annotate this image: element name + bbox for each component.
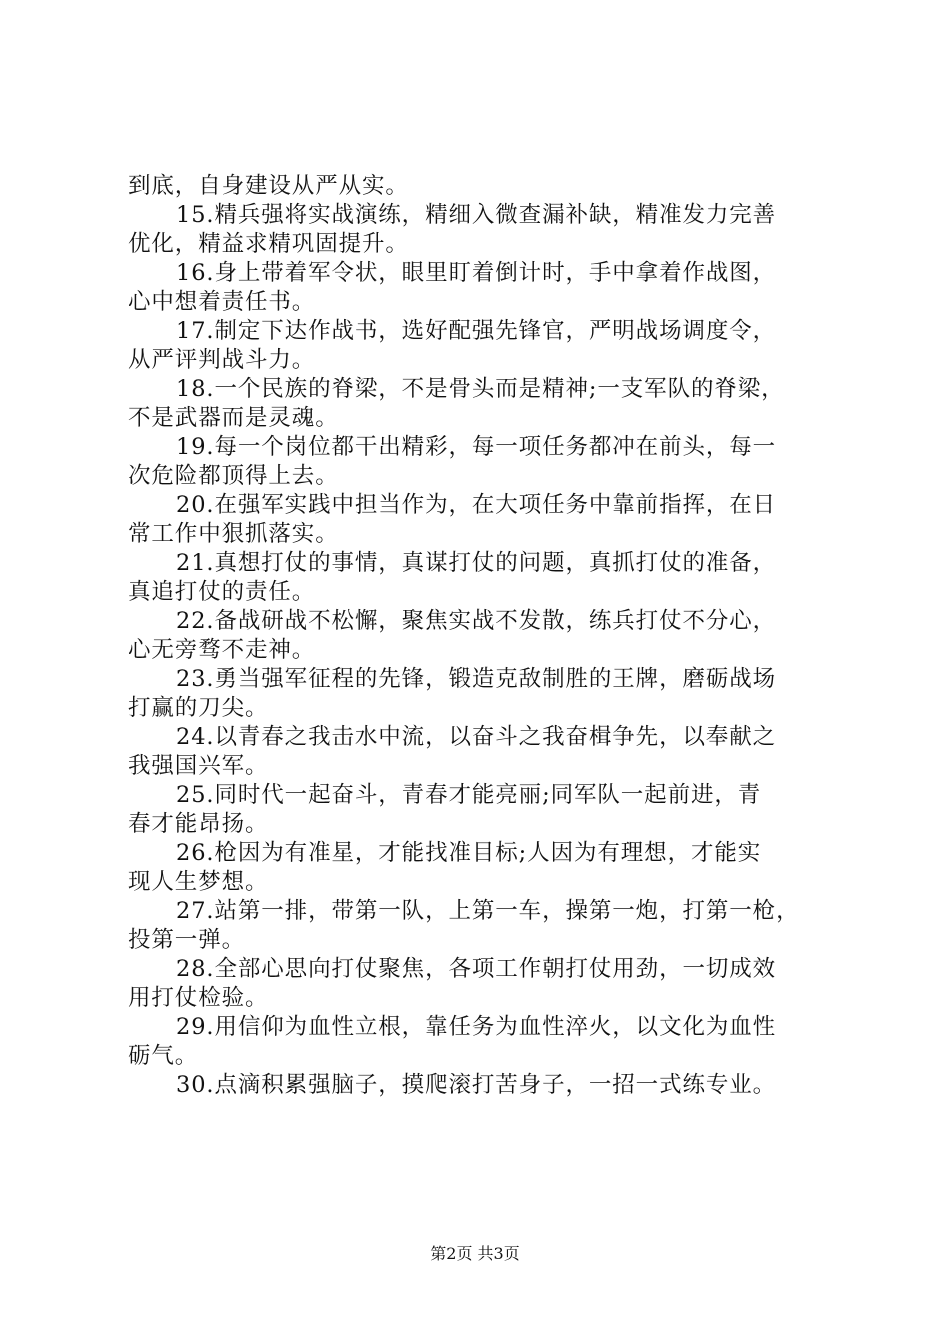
text-line: 17.制定下达作战书，选好配强先锋官，严明战场调度令， xyxy=(176,318,777,344)
text-line: 19.每一个岗位都干出精彩，每一项任务都冲在前头，每一 xyxy=(176,434,777,460)
text-line: 28.全部心思向打仗聚焦，各项工作朝打仗用劲，一切成效 xyxy=(176,956,777,982)
text-line: 到底，自身建设从严从实。 xyxy=(128,173,409,199)
text-line: 常工作中狠抓落实。 xyxy=(128,521,339,547)
text-line: 26.枪因为有准星，才能找准目标;人因为有理想，才能实 xyxy=(176,840,762,866)
text-line: 真追打仗的责任。 xyxy=(128,579,316,605)
text-line: 22.备战研战不松懈，聚焦实战不发散，练兵打仗不分心， xyxy=(176,608,777,634)
document-body xyxy=(128,172,840,1100)
text-line: 21.真想打仗的事情，真谋打仗的问题，真抓打仗的准备， xyxy=(176,550,777,576)
text-line: 用打仗检验。 xyxy=(128,985,269,1011)
text-line: 投第一弹。 xyxy=(128,927,246,953)
text-line: 春才能昂扬。 xyxy=(128,811,269,837)
text-line: 30.点滴积累强脑子，摸爬滚打苦身子，一招一式练专业。 xyxy=(176,1072,777,1098)
text-line: 砺气。 xyxy=(128,1043,199,1069)
text-line: 23.勇当强军征程的先锋，锻造克敌制胜的王牌，磨砺战场 xyxy=(176,666,777,692)
text-line: 我强国兴军。 xyxy=(128,753,269,779)
text-line: 15.精兵强将实战演练，精细入微查漏补缺，精准发力完善 xyxy=(176,202,777,228)
page-footer: 第2页 共3页 xyxy=(430,1244,520,1263)
text-line: 次危险都顶得上去。 xyxy=(128,463,339,489)
text-line: 从严评判战斗力。 xyxy=(128,347,316,373)
text-line: 29.用信仰为血性立根，靠任务为血性淬火，以文化为血性 xyxy=(176,1014,777,1040)
text-line: 27.站第一排，带第一队，上第一车，操第一炮，打第一枪， xyxy=(176,898,800,924)
text-line: 不是武器而是灵魂。 xyxy=(128,405,339,431)
text-line: 20.在强军实践中担当作为，在大项任务中靠前指挥，在日 xyxy=(176,492,777,518)
text-line: 心中想着责任书。 xyxy=(128,289,316,315)
text-line: 16.身上带着军令状，眼里盯着倒计时，手中拿着作战图， xyxy=(176,260,777,286)
text-line: 25.同时代一起奋斗，青春才能亮丽;同军队一起前进，青 xyxy=(176,782,762,808)
text-line: 心无旁骛不走神。 xyxy=(128,637,316,663)
text-line: 现人生梦想。 xyxy=(128,869,269,895)
text-line: 优化，精益求精巩固提升。 xyxy=(128,231,409,257)
text-line: 18.一个民族的脊梁，不是骨头而是精神;一支军队的脊梁， xyxy=(176,376,785,402)
text-line: 24.以青春之我击水中流，以奋斗之我奋楫争先，以奉献之 xyxy=(176,724,777,750)
text-line: 打赢的刀尖。 xyxy=(128,695,269,721)
